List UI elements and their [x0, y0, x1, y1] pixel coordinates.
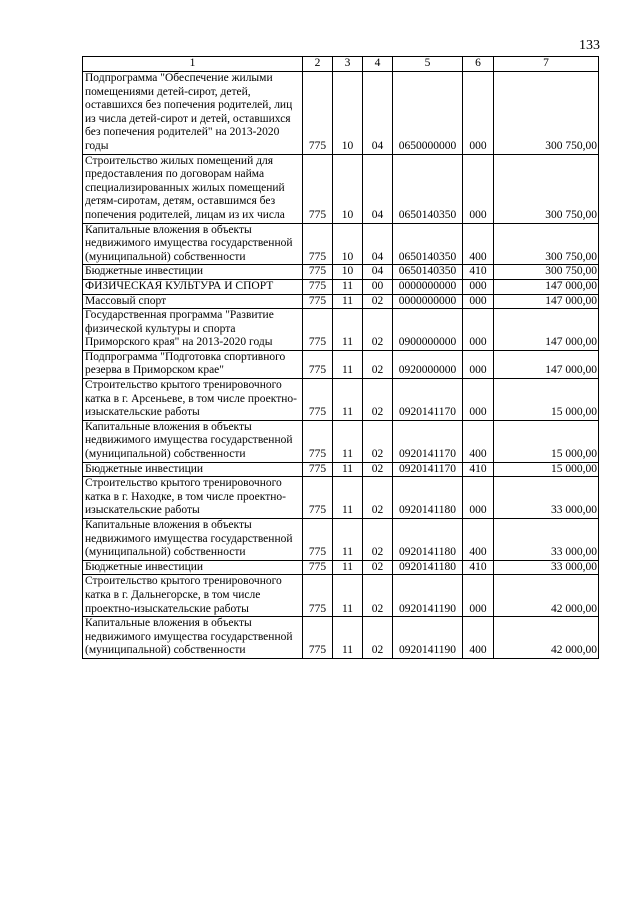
- item-name-cell: Капитальные вложения в объекты недвижимого имущества государственной (муниципальной) собственности: [83, 223, 303, 265]
- table-row: [83, 379, 599, 421]
- item-name-cell: Строительство крытого тренировочного катка в г. Дальнегорске, в том числе проектно-изыскательские работы: [83, 575, 303, 617]
- ministry-code-cell: 775: [303, 265, 333, 280]
- section-cell: 11: [333, 379, 363, 421]
- table-row: [83, 477, 599, 519]
- item-name-cell: Капитальные вложения в объекты недвижимого имущества государственной (муниципальной) собственности: [83, 617, 303, 659]
- item-name-cell: ФИЗИЧЕСКАЯ КУЛЬТУРА И СПОРТ: [83, 279, 303, 294]
- ministry-code-cell: 775: [303, 379, 333, 421]
- item-name-cell: Массовый спорт: [83, 294, 303, 309]
- ministry-code-cell: 775: [303, 223, 333, 265]
- target-article-cell: 0650140350: [393, 223, 463, 265]
- expense-type-cell: 000: [463, 154, 494, 223]
- table-row: [83, 294, 599, 309]
- ministry-code-cell: 775: [303, 617, 333, 659]
- section-cell: 11: [333, 519, 363, 561]
- amount-cell: 147 000,00: [494, 350, 599, 378]
- table-row: [83, 462, 599, 477]
- expense-type-cell: 400: [463, 223, 494, 265]
- expense-type-cell: 000: [463, 477, 494, 519]
- amount-cell: 33 000,00: [494, 477, 599, 519]
- target-article-cell: 0920141180: [393, 477, 463, 519]
- subsection-cell: 02: [363, 294, 393, 309]
- amount-cell: 300 750,00: [494, 265, 599, 280]
- target-article-cell: 0650140350: [393, 154, 463, 223]
- target-article-cell: 0000000000: [393, 279, 463, 294]
- target-article-cell: 0920141190: [393, 617, 463, 659]
- section-cell: 11: [333, 560, 363, 575]
- amount-cell: 15 000,00: [494, 379, 599, 421]
- subsection-cell: 02: [363, 560, 393, 575]
- item-name-cell: Бюджетные инвестиции: [83, 560, 303, 575]
- amount-cell: 300 750,00: [494, 72, 599, 155]
- target-article-cell: 0000000000: [393, 294, 463, 309]
- amount-cell: 300 750,00: [494, 154, 599, 223]
- subsection-cell: 02: [363, 477, 393, 519]
- target-article-cell: 0920141180: [393, 560, 463, 575]
- subsection-cell: 04: [363, 265, 393, 280]
- column-header: 5: [393, 57, 463, 72]
- subsection-cell: 02: [363, 309, 393, 351]
- target-article-cell: 0920000000: [393, 350, 463, 378]
- section-cell: 11: [333, 309, 363, 351]
- column-header: 4: [363, 57, 393, 72]
- subsection-cell: 02: [363, 350, 393, 378]
- table-row: [83, 154, 599, 223]
- amount-cell: 42 000,00: [494, 575, 599, 617]
- item-name-cell: Строительство крытого тренировочного катка в г. Арсеньеве, в том числе проектно-изыскательские работы: [83, 379, 303, 421]
- amount-cell: 147 000,00: [494, 309, 599, 351]
- target-article-cell: 0920141170: [393, 379, 463, 421]
- table-row: [83, 223, 599, 265]
- page-number: 133: [579, 38, 600, 53]
- table-row: [83, 265, 599, 280]
- expense-type-cell: 000: [463, 309, 494, 351]
- amount-cell: 42 000,00: [494, 617, 599, 659]
- table-row: [83, 350, 599, 378]
- amount-cell: 147 000,00: [494, 279, 599, 294]
- target-article-cell: 0920141180: [393, 519, 463, 561]
- expense-type-cell: 400: [463, 519, 494, 561]
- column-header: 1: [83, 57, 303, 72]
- subsection-cell: 02: [363, 420, 393, 462]
- ministry-code-cell: 775: [303, 462, 333, 477]
- amount-cell: 147 000,00: [494, 294, 599, 309]
- ministry-code-cell: 775: [303, 560, 333, 575]
- section-cell: 10: [333, 154, 363, 223]
- amount-cell: 15 000,00: [494, 462, 599, 477]
- item-name-cell: Капитальные вложения в объекты недвижимого имущества государственной (муниципальной) собственности: [83, 519, 303, 561]
- item-name-cell: Капитальные вложения в объекты недвижимого имущества государственной (муниципальной) собственности: [83, 420, 303, 462]
- amount-cell: 300 750,00: [494, 223, 599, 265]
- section-cell: 10: [333, 265, 363, 280]
- expense-type-cell: 000: [463, 294, 494, 309]
- item-name-cell: Строительство жилых помещений для предоставления по договорам найма специализированных жилых помещений детям-сиротам, детям, оставшимся без попечения родителей, лицам из их числа: [83, 154, 303, 223]
- section-cell: 11: [333, 477, 363, 519]
- expense-type-cell: 000: [463, 350, 494, 378]
- column-header: 7: [494, 57, 599, 72]
- expense-type-cell: 000: [463, 379, 494, 421]
- ministry-code-cell: 775: [303, 575, 333, 617]
- ministry-code-cell: 775: [303, 519, 333, 561]
- section-cell: 11: [333, 350, 363, 378]
- table-row: [83, 72, 599, 155]
- column-header: 3: [333, 57, 363, 72]
- target-article-cell: 0650140350: [393, 265, 463, 280]
- item-name-cell: Государственная программа "Развитие физической культуры и спорта Приморского края" на 2013-2020 годы: [83, 309, 303, 351]
- section-cell: 11: [333, 294, 363, 309]
- subsection-cell: 02: [363, 617, 393, 659]
- expense-type-cell: 410: [463, 560, 494, 575]
- ministry-code-cell: 775: [303, 154, 333, 223]
- table-row: [83, 617, 599, 659]
- target-article-cell: 0920141190: [393, 575, 463, 617]
- target-article-cell: 0920141170: [393, 420, 463, 462]
- table-row: [83, 420, 599, 462]
- amount-cell: 33 000,00: [494, 519, 599, 561]
- ministry-code-cell: 775: [303, 279, 333, 294]
- target-article-cell: 0900000000: [393, 309, 463, 351]
- ministry-code-cell: 775: [303, 477, 333, 519]
- amount-cell: 15 000,00: [494, 420, 599, 462]
- column-header: 2: [303, 57, 333, 72]
- expense-type-cell: 000: [463, 575, 494, 617]
- item-name-cell: Бюджетные инвестиции: [83, 265, 303, 280]
- item-name-cell: Бюджетные инвестиции: [83, 462, 303, 477]
- table-row: [83, 279, 599, 294]
- ministry-code-cell: 775: [303, 420, 333, 462]
- table-row: [83, 560, 599, 575]
- item-name-cell: Строительство крытого тренировочного катка в г. Находке, в том числе проектно-изыскательские работы: [83, 477, 303, 519]
- subsection-cell: 04: [363, 154, 393, 223]
- expense-type-cell: 410: [463, 265, 494, 280]
- section-cell: 11: [333, 462, 363, 477]
- table-row: [83, 309, 599, 351]
- subsection-cell: 02: [363, 462, 393, 477]
- table-row: [83, 575, 599, 617]
- subsection-cell: 02: [363, 519, 393, 561]
- expense-type-cell: 400: [463, 617, 494, 659]
- amount-cell: 33 000,00: [494, 560, 599, 575]
- ministry-code-cell: 775: [303, 350, 333, 378]
- table-row: [83, 519, 599, 561]
- ministry-code-cell: 775: [303, 294, 333, 309]
- subsection-cell: 02: [363, 379, 393, 421]
- expense-type-cell: 000: [463, 279, 494, 294]
- section-cell: 10: [333, 72, 363, 155]
- subsection-cell: 04: [363, 72, 393, 155]
- section-cell: 11: [333, 575, 363, 617]
- column-header: 6: [463, 57, 494, 72]
- expense-type-cell: 000: [463, 72, 494, 155]
- section-cell: 11: [333, 617, 363, 659]
- subsection-cell: 02: [363, 575, 393, 617]
- subsection-cell: 04: [363, 223, 393, 265]
- table-header-row: [83, 57, 599, 72]
- subsection-cell: 00: [363, 279, 393, 294]
- section-cell: 11: [333, 420, 363, 462]
- ministry-code-cell: 775: [303, 309, 333, 351]
- section-cell: 10: [333, 223, 363, 265]
- section-cell: 11: [333, 279, 363, 294]
- item-name-cell: Подпрограмма "Подготовка спортивного резерва в Приморском крае": [83, 350, 303, 378]
- expense-type-cell: 410: [463, 462, 494, 477]
- ministry-code-cell: 775: [303, 72, 333, 155]
- expense-type-cell: 400: [463, 420, 494, 462]
- target-article-cell: 0650000000: [393, 72, 463, 155]
- item-name-cell: Подпрограмма "Обеспечение жилыми помещениями детей-сирот, детей, оставшихся без попечения родителей, лиц из числа детей-сирот и детей, оставшихся без попечения родителей" на 2013-2020 годы: [83, 72, 303, 155]
- target-article-cell: 0920141170: [393, 462, 463, 477]
- budget-table: [82, 56, 599, 659]
